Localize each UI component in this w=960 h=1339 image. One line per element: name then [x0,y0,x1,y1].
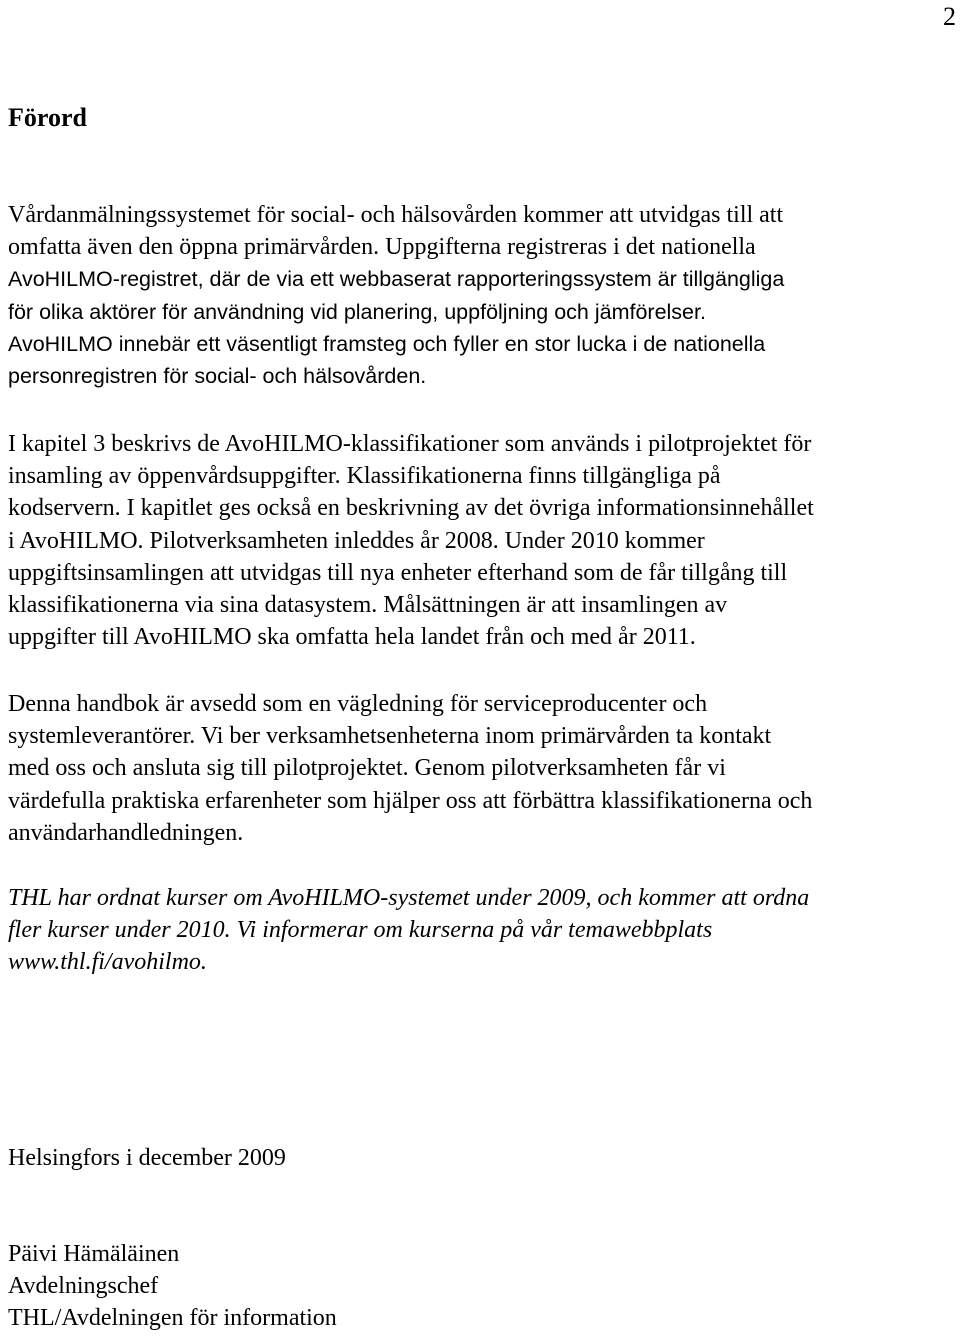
paragraph-line: omfatta även den öppna primärvården. Uppgifterna registreras i det nationella [8,234,756,261]
paragraph-line: Denna handbok är avsedd som en vägledning för serviceproducenter och [8,691,708,717]
paragraph-line: THL har ordnat kurser om AvoHILMO-systemet under 2009, och kommer att ordna [8,885,810,911]
place-date [8,1142,956,1174]
paragraph-line: fler kurser under 2010. Vi informerar om kurserna på vår temawebbplats [8,917,713,944]
paragraph-line: systemleverantörer. Vi ber verksamhetsenheterna inom primärvården ta kontakt [8,723,772,750]
paragraph-line: med oss och ansluta sig till pilotprojektet. Genom pilotverksamheten får vi [8,755,726,782]
place-date-text: Helsingfors i december 2009 [8,1145,286,1171]
paragraph-line: insamling av öppenvårdsuppgifter. Klassifikationerna finns tillgängliga på [8,463,721,490]
handbook-paragraph [8,688,956,849]
intro-paragraph [8,199,956,392]
courses-paragraph [8,882,956,979]
page-number: 2 [943,2,956,31]
paragraph-line: i AvoHILMO. Pilotverksamheten inleddes år 2008. Under 2010 kommer [8,527,705,554]
signatory-organization: THL/Avdelningen för information [8,1305,337,1332]
paragraph-line: www.thl.fi/avohilmo. [8,949,207,976]
paragraph-line: uppgiftsinsamlingen att utvidgas till nya enheter efterhand som de får tillgång till [8,559,788,586]
paragraph-line: klassifikationerna via sina datasystem. Målsättningen är att insamlingen av [8,592,728,619]
paragraph-line: AvoHILMO-registret, där de via ett webbaserat rapporteringssystem är tillgängliga [8,267,785,292]
paragraph-line: kodservern. I kapitlet ges också en beskrivning av det övriga informationsinnehållet [8,495,814,522]
page-title: Förord [8,103,87,132]
paragraph-line: för olika aktörer för användning vid planering, uppföljning och jämförelser. [8,299,706,324]
signatory-title: Avdelningschef [8,1273,159,1300]
paragraph-line: I kapitel 3 beskrivs de AvoHILMO-klassifikationer som används i pilotprojektet för [8,431,812,457]
paragraph-line: värdefulla praktiska erfarenheter som hjälper oss att förbättra klassifikationerna och [8,787,813,814]
paragraph-line: uppgifter till AvoHILMO ska omfatta hela landet från och med år 2011. [8,624,696,651]
paragraph-line: personregistren för social- och hälsovården. [8,364,427,389]
paragraph-line: Vårdanmälningssystemet för social- och hälsovården kommer att utvidgas till att [8,202,784,228]
classification-paragraph [8,428,956,653]
paragraph-line: AvoHILMO innebär ett väsentligt framsteg och fyller en stor lucka i de nationella [8,331,766,356]
paragraph-line: användarhandledningen. [8,819,244,846]
signatory-name: Päivi Hämäläinen [8,1241,180,1267]
signature-block [8,1238,956,1335]
